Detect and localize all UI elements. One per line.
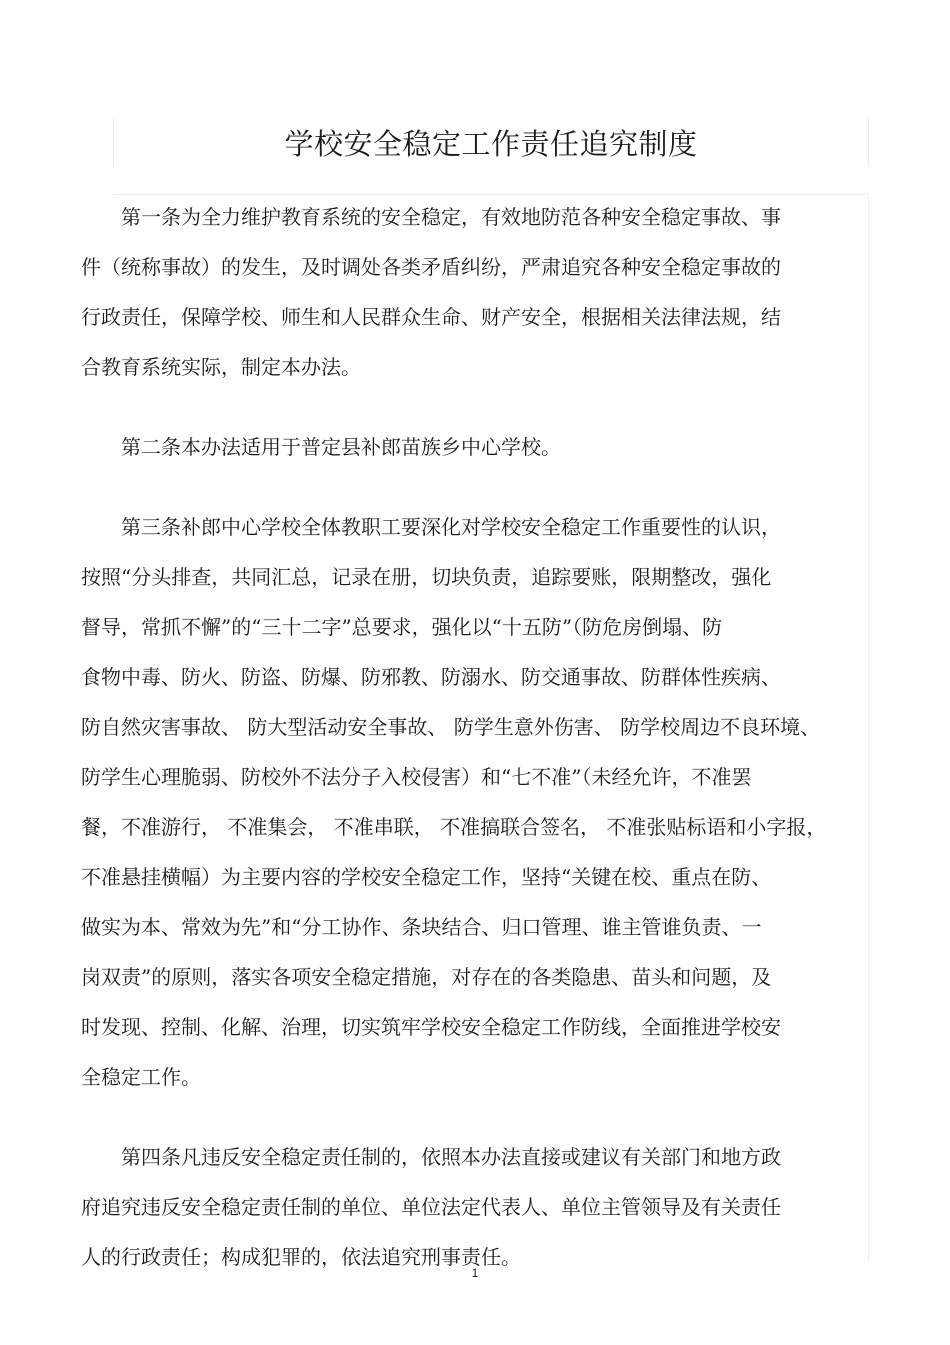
paragraph-line: 防学生心理脆弱、防校外不法分子入校侵害）和“七不准”（未经允许，不准罢: [81, 765, 752, 789]
paragraph-line: 岗双责”的原则，落实各项安全稳定措施，对存在的各类隐患、苗头和问题，及: [81, 965, 772, 989]
paragraph-line: 合教育系统实际，制定本办法。: [81, 355, 361, 379]
paragraph-line: 餐，不准游行， 不准集会， 不准串联， 不准搞联合签名， 不准张贴标语和小字报，: [81, 815, 827, 839]
document-body: [81, 199, 871, 1289]
paragraph-line: 不准悬挂横幅）为主要内容的学校安全稳定工作，坚持“关键在校、重点在防、: [81, 865, 772, 889]
paragraph-line: 行政责任，保障学校、师生和人民群众生命、财产安全，根据相关法律法规，结: [81, 305, 781, 329]
paragraph-line: 第一条为全力维护教育系统的安全稳定，有效地防范各种安全稳定事故、事: [121, 205, 781, 229]
paragraph-line: 第四条凡违反安全稳定责任制的，依照本办法直接或建议有关部门和地方政: [121, 1145, 781, 1169]
paragraph-line: 督导，常抓不懈”的“三十二字”总要求，强化以“十五防”（防危房倒塌、防: [81, 615, 723, 639]
paragraph-line: 人的行政责任；构成犯罪的，依法追究刑事责任。: [81, 1245, 521, 1269]
paragraph-line: 第二条本办法适用于普定县补郎苗族乡中心学校。: [121, 435, 561, 459]
paragraph-line: 按照“分头排查，共同汇总，记录在册，切块负责，追踪要账，限期整改，强化: [81, 565, 772, 589]
paragraph-gap: [81, 479, 871, 509]
paragraph-article-1: [81, 199, 871, 399]
page-number: 1: [471, 1266, 479, 1280]
paragraph-line: 做实为本、常效为先”和“分工协作、条块结合、归口管理、谁主管谁负责、一: [81, 915, 762, 939]
paragraph-line: 第三条补郎中心学校全体教职工要深化对学校安全稳定工作重要性的认识，: [121, 515, 781, 539]
paragraph-line: 件（统称事故）的发生，及时调处各类矛盾纠纷，严肃追究各种安全稳定事故的: [81, 255, 781, 279]
paragraph-line: 时发现、控制、化解、治理，切实筑牢学校安全稳定工作防线，全面推进学校安: [81, 1015, 781, 1039]
paragraph-line: 食物中毒、防火、防盗、防爆、防邪教、防溺水、防交通事故、防群体性疾病、: [81, 665, 781, 689]
paragraph-line: 防自然灾害事故、 防大型活动安全事故、 防学生意外伤害、 防学校周边不良环境、: [81, 715, 821, 739]
paragraph-gap: [81, 399, 871, 429]
paragraph-article-3: [81, 509, 871, 1109]
paragraph-line: 全稳定工作。: [81, 1065, 201, 1089]
paragraph-article-2: [81, 429, 871, 479]
frame-line: [113, 194, 869, 195]
document-title: 学校安全稳定工作责任追究制度: [284, 127, 698, 161]
paragraph-line: 府追究违反安全稳定责任制的单位、单位法定代表人、单位主管领导及有关责任: [81, 1195, 781, 1219]
paragraph-gap: [81, 1109, 871, 1139]
